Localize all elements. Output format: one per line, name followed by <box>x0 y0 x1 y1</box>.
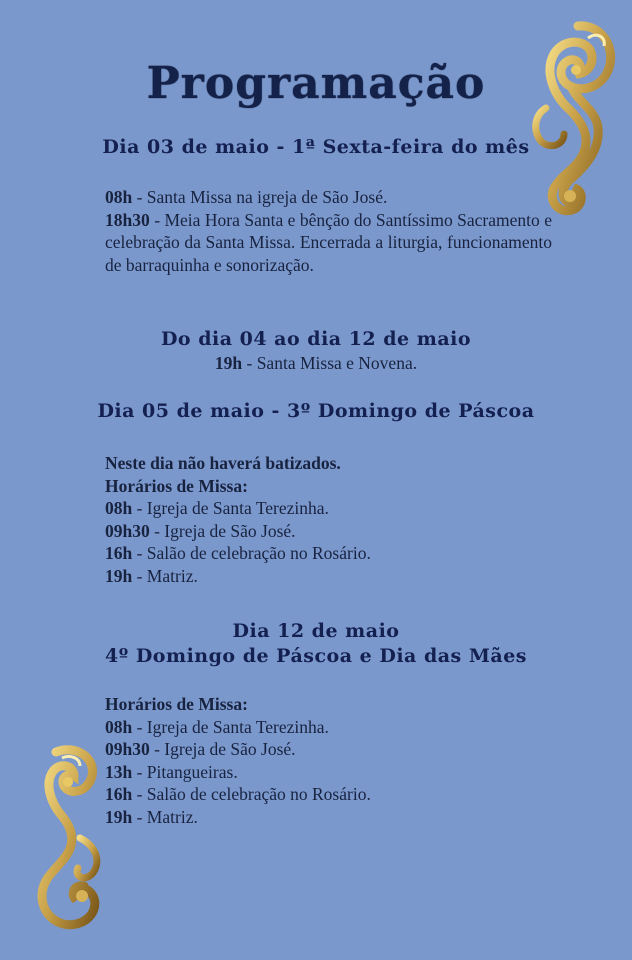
schedule-item <box>105 520 552 543</box>
schedule-time: 19h <box>214 353 243 373</box>
schedule-item <box>105 738 552 761</box>
schedule-text: - Matriz. <box>132 565 198 586</box>
day-05-heading: Dia 05 de maio - 3º Domingo de Páscoa <box>97 400 535 422</box>
schedule-item <box>105 542 552 565</box>
schedule-text: - Igreja de São José. <box>149 739 296 759</box>
day-12-subheading: 4º Domingo de Páscoa e Dia das Mães <box>105 645 527 667</box>
schedule-time: 16h <box>105 543 133 563</box>
day-12-heading: Dia 12 de maio <box>232 620 400 642</box>
schedule-text: - Pitangueiras. <box>132 761 238 782</box>
schedule-text: - Meia Hora Santa e bênção do Santíssimo Sacramento e celebração da Santa Missa. Encerrada a liturgia, funcionamento de barraquinha e sonorização. <box>105 209 552 275</box>
schedule-time: 13h <box>105 761 133 782</box>
schedule-label: Horários de Missa: <box>105 475 248 496</box>
schedule-item <box>105 716 552 739</box>
gold-scroll-ornament-icon <box>22 742 114 942</box>
schedule-label: Horários de Missa: <box>105 694 248 714</box>
schedule-text: - Salão de celebração no Rosário. <box>132 784 371 804</box>
schedule-time: 08h <box>105 498 133 518</box>
schedule-item <box>105 497 552 520</box>
schedule-item <box>105 761 552 784</box>
schedule-time: 19h <box>105 565 133 586</box>
schedule-item <box>105 209 552 277</box>
schedule-text: - Igreja de São José. <box>149 520 296 541</box>
schedule-time: 16h <box>105 784 133 804</box>
notice-text: Neste dia não haverá batizados. <box>105 453 341 473</box>
schedule-text: - Igreja de Santa Terezinha. <box>132 498 329 518</box>
schedule-time: 19h <box>105 806 133 827</box>
schedule-time: 08h <box>105 716 133 737</box>
schedule-text: - Salão de celebração no Rosário. <box>132 543 371 563</box>
novena-schedule <box>0 352 632 375</box>
schedule-text: - Igreja de Santa Terezinha. <box>132 716 329 737</box>
schedule-text: - Santa Missa na igreja de São José. <box>132 187 388 207</box>
schedule-time: 09h30 <box>105 520 150 541</box>
day-05-schedule <box>105 452 552 587</box>
schedule-time: 09h30 <box>105 739 150 759</box>
schedule-item <box>105 186 552 209</box>
day-03-schedule <box>105 186 552 276</box>
schedule-item <box>105 565 552 588</box>
schedule-item <box>105 806 552 829</box>
schedule-text: - Matriz. <box>132 806 198 827</box>
novena-heading: Do dia 04 ao dia 12 de maio <box>160 328 472 350</box>
schedule-time: 08h <box>105 187 133 207</box>
day-03-heading: Dia 03 de maio - 1ª Sexta-feira do mês <box>102 136 530 158</box>
day-12-schedule <box>105 693 552 828</box>
schedule-time: 18h30 <box>105 209 150 230</box>
schedule-text: - Santa Missa e Novena. <box>242 353 418 373</box>
page-title: Programação <box>146 58 486 109</box>
schedule-item <box>105 783 552 806</box>
